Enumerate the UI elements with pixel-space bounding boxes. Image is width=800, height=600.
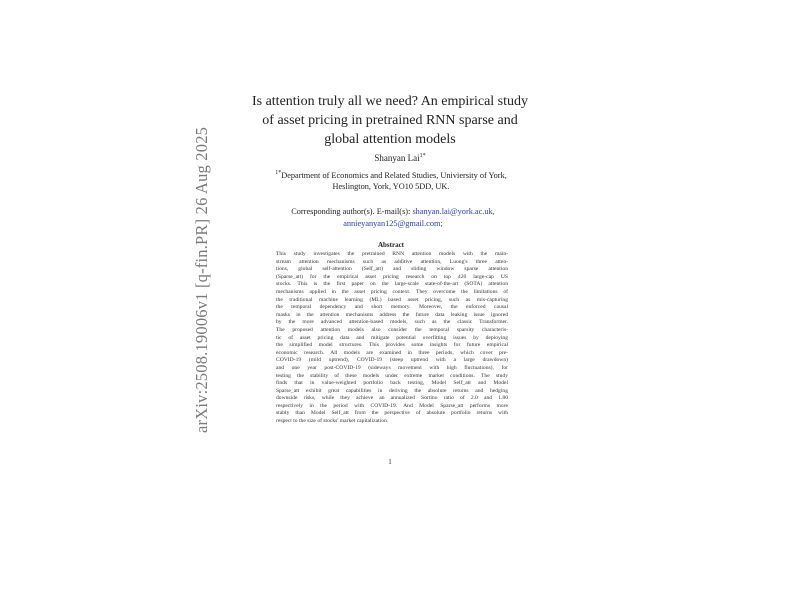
arxiv-identifier-stamp[interactable]: arXiv:2508.19006v1 [q-fin.PR] 26 Aug 2025	[192, 126, 211, 433]
abstract-line: (Sparse_att) for the empirical asset pricing research on top 420 large-cap US	[276, 273, 508, 280]
email-link-1[interactable]: shanyan.lai@york.ac.uk,	[412, 207, 495, 216]
abstract-line: tions, global self-attention (Self_att) and sliding window sparse attention	[276, 266, 508, 273]
email-link-2[interactable]: annieyanyan125@gmail.com;	[343, 218, 443, 228]
abstract-line: testing the stability of these models under extreme market conditions. The study	[276, 372, 508, 379]
correspondence-block	[278, 206, 508, 229]
title-line: Is attention truly all we need? An empirical study	[251, 94, 529, 109]
abstract-line: the simplified model structures. This provides some insights for future empirical	[276, 342, 508, 349]
abstract-line: stably than Model Self_att from the perspective of absolute portfolio returns with	[276, 410, 508, 417]
abstract-line: COVID-19 (mild uptrend), COVID-19 (steep uptrend with a large drawdown)	[276, 357, 508, 364]
abstract-line: Sparse_att exhibit great capabilities in deriving the absolute returns and hedging	[276, 387, 508, 394]
abstract-line: stocks. This is the first paper on the large-scale state-of-the-art (SOTA) attention	[276, 281, 508, 288]
title-line: global attention models	[324, 132, 456, 147]
affiliation-block	[258, 168, 524, 193]
abstract-line: mechanisms applied in the asset pricing context. They overcome the limitations of	[276, 288, 508, 295]
title-line: of asset pricing in pretrained RNN sparse and	[262, 113, 518, 128]
abstract-line: masks in the attention mechanisms address the future data leaking issue ignored	[276, 311, 508, 318]
affiliation-line	[258, 168, 524, 181]
correspondence-label: Corresponding author(s). E-mail(s):	[291, 207, 411, 216]
page-number: 1	[388, 458, 392, 466]
abstract-heading: Abstract	[377, 241, 405, 249]
abstract-body	[276, 251, 508, 426]
affiliation-text-1: Department of Economics and Related Studies, Univiersity of York,	[281, 170, 507, 180]
abstract-line: The proposed attention models also consider the temporal sparsity characteris-	[276, 326, 508, 333]
abstract-line: by the more advanced attention-based models, such as the classic Transformer.	[276, 319, 508, 326]
paper-title	[230, 92, 550, 149]
abstract-line: This study investigates the pretrained RNN attention models with the main-	[276, 251, 508, 257]
author-name: Shanyan Lai	[374, 153, 420, 163]
author-block	[330, 153, 470, 163]
abstract-line: economic research. All models are examined in three periods, which cover pre-	[276, 349, 508, 356]
abstract-line: respect to the size of stocks' market capitalization.	[276, 418, 389, 425]
author-marker: 1*	[419, 153, 426, 159]
abstract-line: and one year post-COVID-19 (sideways movement with high fluctuations), for	[276, 364, 508, 371]
abstract-line: stream attention mechanisms such as additive attention, Luong's three atten-	[276, 258, 508, 265]
affiliation-line-2: Heslington, York, YO10 5DD, UK.	[332, 182, 450, 192]
abstract-line: the temporal dependency and short memory. Moreover, the enforced causal	[276, 304, 508, 311]
correspondence-line-1	[278, 206, 508, 218]
abstract-line: downside risks, while they achieve an annualized Sortino ratio of 2.0 and 1.80	[276, 395, 508, 402]
affiliation-marker: 1*	[275, 170, 282, 176]
correspondence-line-2	[278, 218, 508, 230]
abstract-line: tic of asset pricing data and mitigate potential overfitting issues by deploying	[276, 334, 508, 341]
abstract-line: finds that in value-weighted portfolio back testing, Model Self_att and Model	[276, 380, 508, 387]
abstract-line: respectively in the period with COVID-19. And Model Sparse_att performs more	[276, 402, 508, 409]
abstract-line: the traditional machine learning (ML) based asset pricing, such as mis-capturing	[276, 296, 508, 303]
